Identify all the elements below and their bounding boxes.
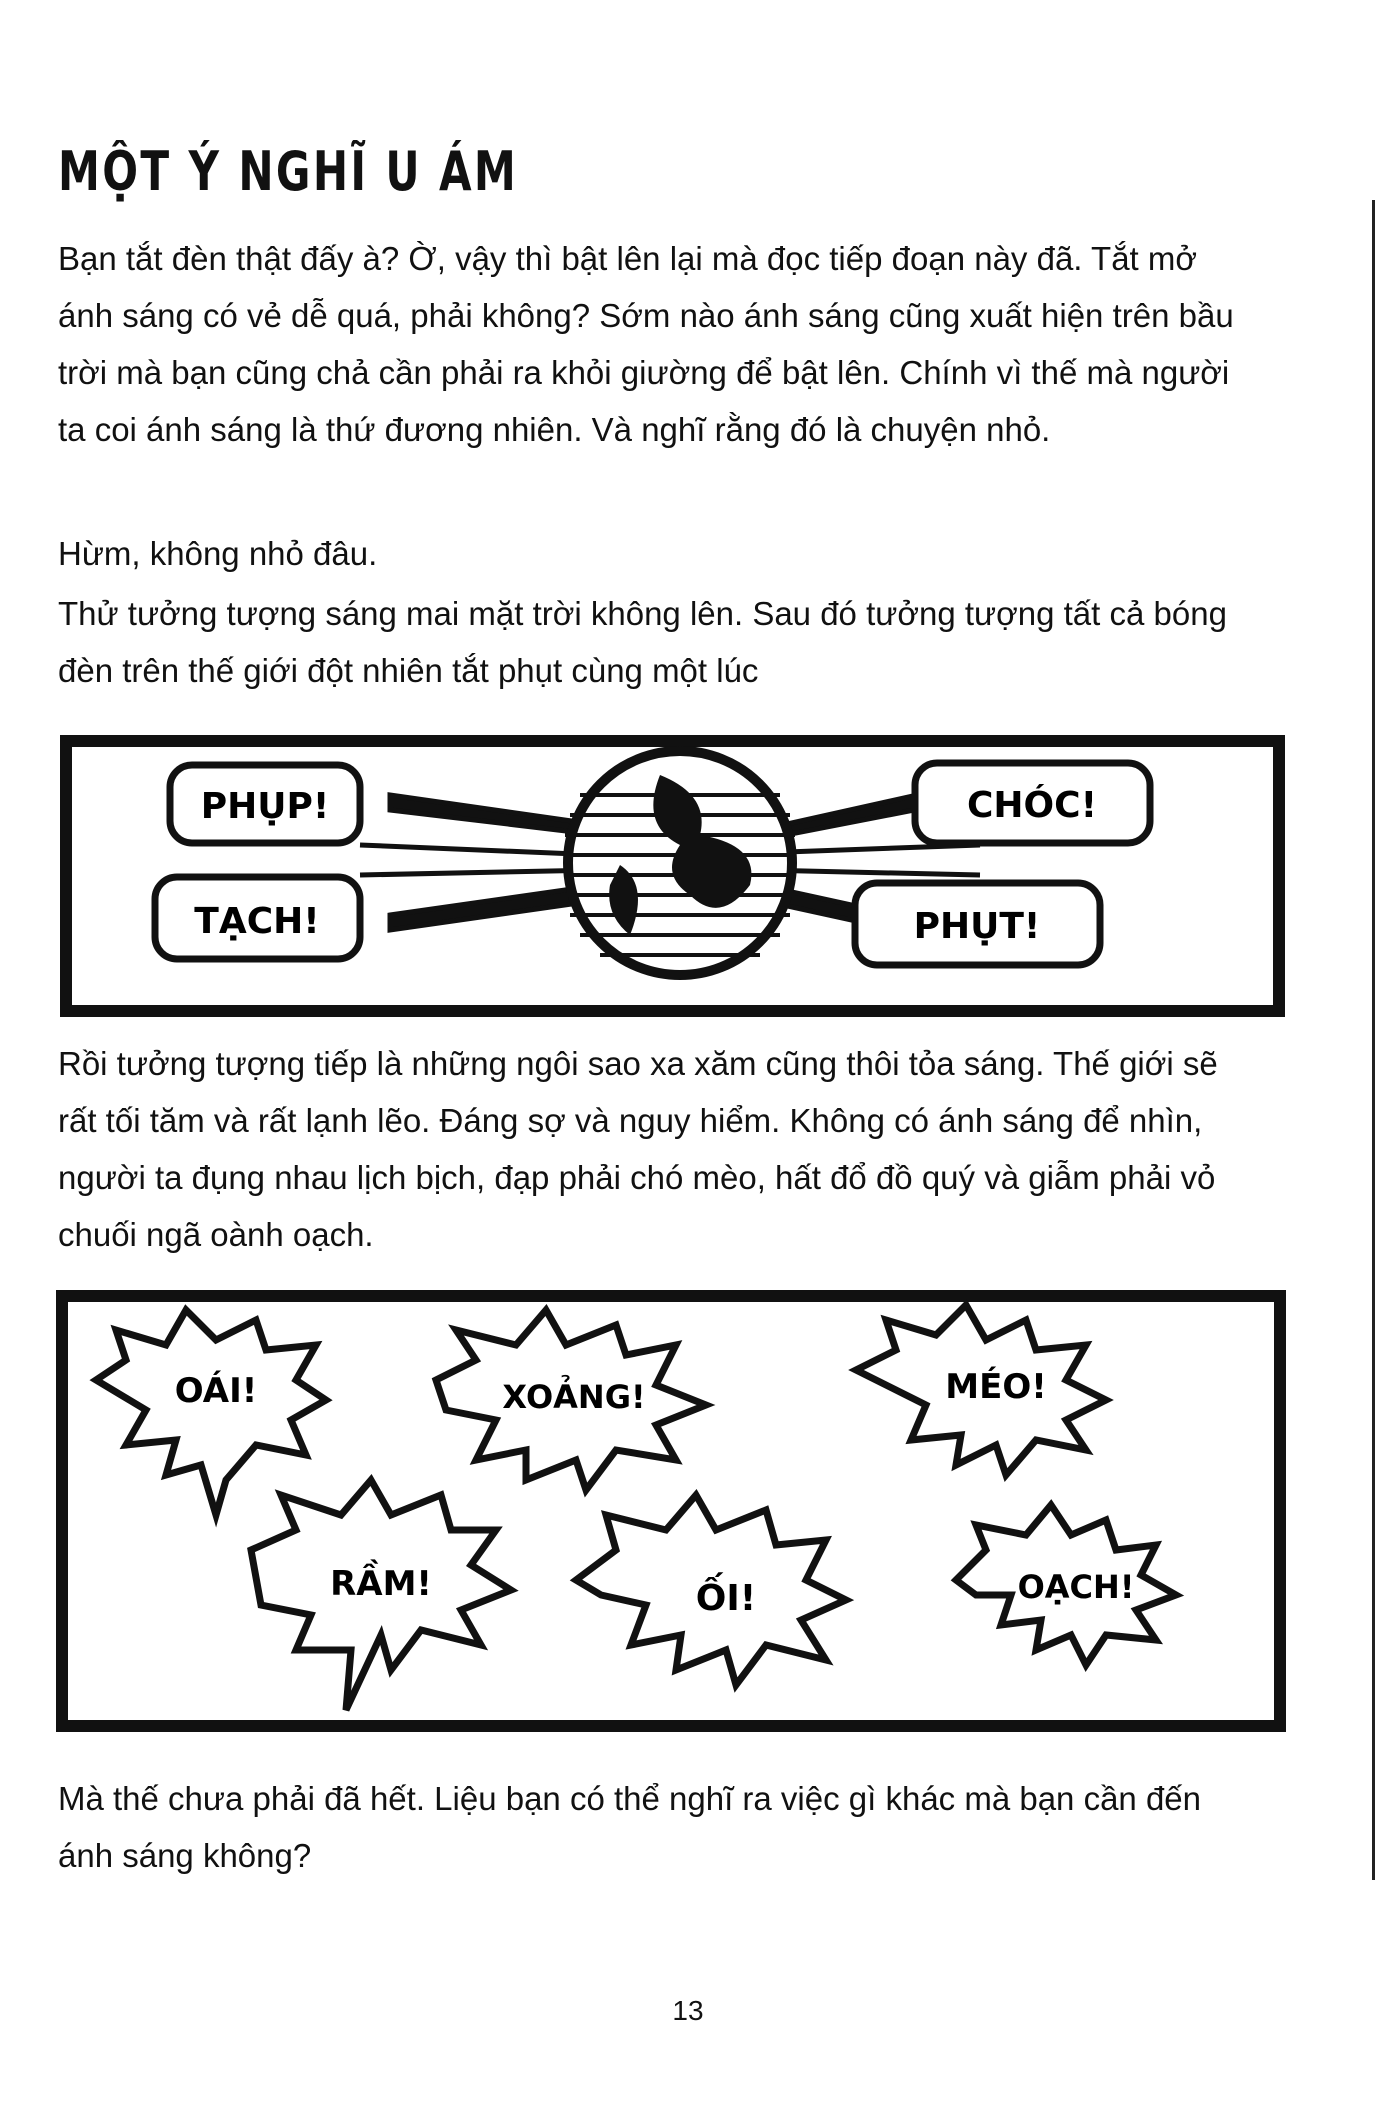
exclamation-oach: OẠCH! — [1017, 1568, 1135, 1606]
paragraph-3: Thử tưởng tượng sáng mai mặt trời không lên. Sau đó tưởng tượng tất cả bóng đèn trên thế giới đột nhiên tắt phụt cùng một lúc — [58, 595, 1227, 689]
paragraph-2: Hừm, không nhỏ đâu. — [58, 535, 378, 572]
exclamation-oi: ỐI! — [695, 1578, 757, 1619]
exclamation-xoang: XOẢNG! — [502, 1378, 646, 1416]
sound-label-bottom-left: TẠCH! — [194, 901, 320, 942]
sound-label-top-left: PHỤP! — [200, 786, 330, 827]
globe-icon — [565, 751, 795, 975]
sound-label-bottom-right: PHỤT! — [913, 906, 1041, 947]
paragraph-1: Bạn tắt đèn thật đấy à? Ờ, vậy thì bật lên lại mà đọc tiếp đoạn này đã. Tắt mở ánh sáng có vẻ dễ quá, phải không? Sớm nào ánh sáng cũng xuất hiện trên bầu trời mà bạn cũng chả cần phải ra khỏi giường để bật lên. Chính vì thế mà người ta coi ánh sáng là thứ đương nhiên. Và nghĩ rằng đó là chuyện nhỏ. — [58, 240, 1234, 448]
exclamation-ram: RẦM! — [330, 1564, 432, 1604]
exclamation-oai: OÁI! — [174, 1371, 258, 1411]
chapter-heading: MỘT Ý NGHĨ U ÁM — [58, 140, 519, 203]
paragraph-4: Rồi tưởng tượng tiếp là những ngôi sao xa xăm cũng thôi tỏa sáng. Thế giới sẽ rất tối tăm và rất lạnh lẽo. Đáng sợ và nguy hiểm. Không có ánh sáng để nhìn, người ta đụng nhau lịch bịch, đạp phải chó mèo, hất đổ đồ quý và giẫm phải vỏ chuối ngã oành oạch. — [58, 1045, 1218, 1253]
exclamation-meo: MÉO! — [945, 1367, 1047, 1407]
exclamation-bubbles-panel — [56, 1290, 1286, 1732]
paragraph-5: Mà thế chưa phải đã hết. Liệu bạn có thể nghĩ ra việc gì khác mà bạn cần đến ánh sáng không? — [58, 1780, 1202, 1874]
page-number: 13 — [672, 1995, 704, 2026]
sound-label-top-right: CHÓC! — [967, 785, 1097, 826]
globe-illustration-panel — [60, 735, 1285, 1017]
page-edge-line — [1372, 200, 1375, 1880]
